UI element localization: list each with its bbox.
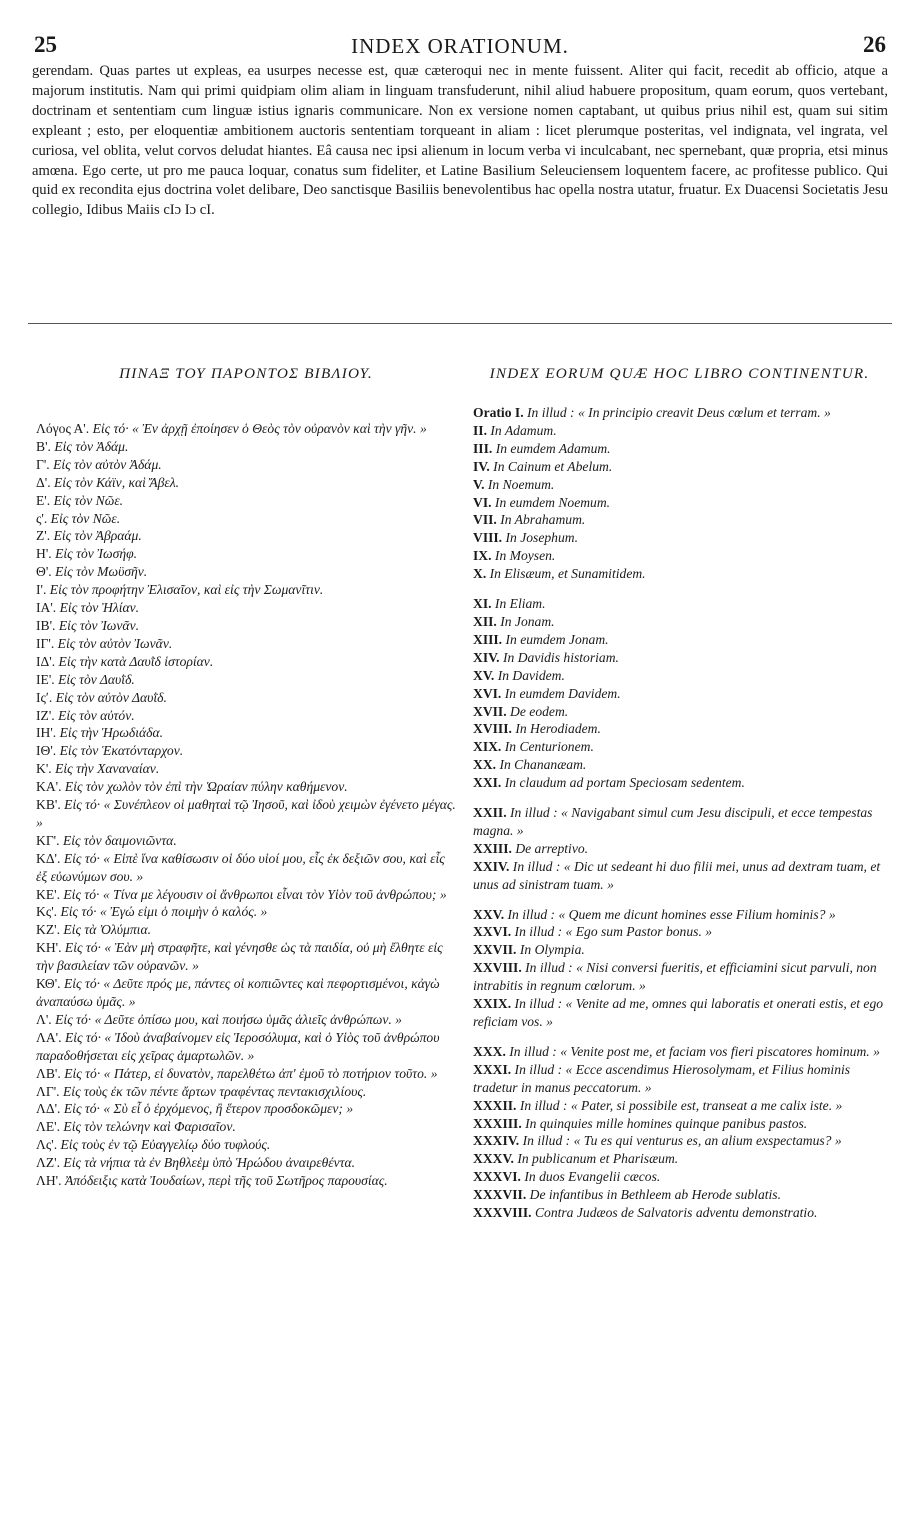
- entry-title: Εἰς τὸν προφήτην Ἐλισαῖον, καὶ εἰς τὴν Σωμανῖτιν.: [49, 582, 324, 598]
- entry-title: Εἰς τὸν Δαυῒδ.: [58, 671, 135, 687]
- preface-paragraph: [32, 62, 888, 221]
- index-entry: [36, 492, 456, 510]
- entry-title: In Olympia.: [519, 942, 585, 958]
- entry-title: In Jonam.: [500, 613, 555, 629]
- index-entry: [473, 685, 886, 703]
- index-entry: [36, 653, 456, 671]
- index-entry: [473, 923, 886, 941]
- entry-title: In illud : « Nisi conversi fueritis, et efficiamini sicut parvuli, non intrabitis in regnum cœlorum. »: [473, 960, 877, 994]
- entry-title: Εἰς τὴν κατὰ Δαυῒδ ἱστορίαν.: [58, 653, 214, 669]
- entry-title: Εἰς τὸν Ἠλίαν.: [59, 600, 140, 616]
- entry-number: ΚΒ'.: [36, 797, 61, 813]
- entry-title: Εἰς τὸν αὐτὸν Δαυῒδ.: [55, 689, 167, 705]
- entry-number: ΛΗ'.: [36, 1173, 62, 1189]
- index-entry: [473, 511, 886, 529]
- entry-number: XXXVIII.: [473, 1205, 532, 1221]
- entry-title: Εἰς τὸν Ἰωνᾶν.: [58, 617, 140, 633]
- index-entry: [36, 1029, 456, 1065]
- entry-number: Ιςʹ.: [36, 689, 53, 705]
- index-entry: [473, 941, 886, 959]
- page-header: [34, 32, 886, 60]
- entry-number: XXXIII.: [473, 1115, 522, 1131]
- index-entry: [473, 804, 886, 840]
- entry-number: XXIX.: [473, 996, 512, 1012]
- entry-title: Εἰς τὸν αὐτόν.: [58, 707, 135, 723]
- index-entry: [473, 840, 886, 858]
- index-entry: [36, 850, 456, 886]
- index-entry: [473, 631, 886, 649]
- latin-index-title: INDEX EORUM QUÆ HOC LIBRO CONTINENTUR.: [489, 365, 870, 382]
- entry-number: XXV.: [473, 906, 505, 922]
- entry-title: In Herodiadem.: [515, 721, 601, 737]
- entry-number: XV.: [473, 667, 495, 683]
- entry-title: Contra Judæos de Salvatoris adventu demonstratio.: [534, 1205, 818, 1221]
- entry-number: XXIII.: [473, 840, 512, 856]
- entry-number: Ε'.: [36, 492, 51, 508]
- entry-number: ΚΓ'.: [36, 832, 60, 848]
- entry-number: XIII.: [473, 631, 503, 647]
- entry-number: XXIV.: [473, 858, 510, 874]
- entry-title: Εἰς τὸν τελώνην καὶ Φαρισαῖον.: [63, 1119, 236, 1135]
- entry-number: XXXVII.: [473, 1187, 527, 1203]
- index-entry: [36, 939, 456, 975]
- entry-title: Εἰς τοὺς ἐκ τῶν πέντε ἄρτων τραφέντας πεντακισχιλίους.: [62, 1083, 367, 1099]
- index-entry: [36, 581, 456, 599]
- index-entry: [36, 975, 456, 1011]
- index-entry: [36, 1011, 456, 1029]
- entry-title: Εἰς τὸν Ἀβραάμ.: [53, 528, 142, 544]
- entry-number: ΙΔ'.: [36, 653, 56, 669]
- index-entry: [473, 422, 886, 440]
- entry-title: In illud : « In principio creavit Deus cœlum et terram. »: [527, 405, 831, 420]
- page-number-left: 25: [34, 32, 57, 57]
- index-entry: [473, 703, 886, 721]
- index-entry: [473, 649, 886, 667]
- entry-number: Ζ'.: [36, 528, 51, 544]
- entry-number: XXXV.: [473, 1151, 514, 1167]
- index-entry: [36, 599, 456, 617]
- entry-number: XX.: [473, 757, 497, 773]
- index-entry: [473, 1132, 886, 1150]
- index-entry: [36, 921, 456, 939]
- entry-title: In eumdem Jonam.: [505, 631, 609, 647]
- entry-title: Εἰς τὸν Κάϊν, καὶ Ἄβελ.: [54, 474, 180, 490]
- entry-number: X.: [473, 566, 487, 582]
- entry-title: Εἰς τό· « Δεῦτε ὀπίσω μου, καὶ ποιήσω ὑμᾶς ἁλιεῖς ἀνθρώπων. »: [55, 1011, 402, 1027]
- entry-title: De infantibus in Bethleem ab Herode sublatis.: [529, 1187, 781, 1203]
- index-entry: [473, 458, 886, 476]
- entry-number: Κς'.: [36, 904, 58, 920]
- index-entry: [473, 440, 886, 458]
- entry-number: ς'.: [36, 510, 48, 526]
- index-entry: [473, 1115, 886, 1133]
- entry-title: In Cainum et Abelum.: [493, 458, 613, 474]
- index-entry: [36, 903, 456, 921]
- index-entry: [473, 1150, 886, 1168]
- entry-title: In Abrahamum.: [500, 512, 586, 528]
- index-entry: [473, 547, 886, 565]
- greek-index-list: [36, 420, 456, 1190]
- running-title: INDEX ORATIONUM.: [351, 34, 569, 58]
- entry-number: ΛΒ'.: [36, 1065, 61, 1081]
- entry-title: In Davidis historiam.: [502, 649, 619, 665]
- entry-title: Εἰς τὰ νήπια τὰ ἐν Βηθλεὲμ ὑπὸ Ἡρώδου ἀναιρεθέντα.: [63, 1155, 356, 1171]
- entry-title: In illud : « Venite post me, et faciam vos fieri piscatores hominum. »: [509, 1043, 880, 1059]
- entry-number: XXVII.: [473, 942, 517, 958]
- entry-number: ΙΓ'.: [36, 635, 55, 651]
- entry-number: Ι'.: [36, 582, 47, 598]
- index-entry: [473, 858, 886, 894]
- index-entry: [473, 1043, 886, 1061]
- index-entry: [36, 456, 456, 474]
- entry-number: XVII.: [473, 703, 507, 719]
- entry-number: ΙΕ'.: [36, 671, 55, 687]
- index-entry: [36, 707, 456, 725]
- index-entry: [473, 959, 886, 995]
- index-entry: [473, 476, 886, 494]
- entry-number: Λόγος Α'.: [36, 421, 90, 436]
- entry-number: VII.: [473, 512, 497, 528]
- entry-number: XIV.: [473, 649, 500, 665]
- index-entry: [473, 720, 886, 738]
- entry-title: Εἰς τό· « Ἐν ἀρχῇ ἐποίησεν ὁ Θεὸς τὸν οὐρανὸν καὶ τὴν γῆν. »: [92, 421, 427, 436]
- entry-title: In eumdem Adamum.: [495, 440, 611, 456]
- entry-title: Ἀπόδειξις κατὰ Ἰουδαίων, περὶ τῆς τοῦ Σωτῆρος παρουσίας.: [64, 1173, 388, 1189]
- index-entry: [36, 545, 456, 563]
- entry-number: II.: [473, 422, 487, 438]
- index-entry: [36, 778, 456, 796]
- entry-title: Εἰς τὸν χωλὸν τὸν ἐπὶ τὴν Ὡραίαν πύλην καθήμενον.: [64, 779, 348, 795]
- index-entry: [473, 1168, 886, 1186]
- entry-title: Εἰς τὸν Μωϋσῆν.: [55, 564, 148, 580]
- entry-number: IV.: [473, 458, 490, 474]
- entry-title: In illud : « Venite ad me, omnes qui laboratis et onerati estis, et ego reficiam vos. »: [473, 996, 884, 1029]
- entry-title: Εἰς τὸν Ἀδάμ.: [54, 438, 129, 454]
- entry-title: Εἰς τὸν Ἑκατόνταρχον.: [59, 743, 184, 759]
- index-entry: [36, 617, 456, 635]
- index-entry: [36, 689, 456, 707]
- entry-title: Εἰς τό· « Ἐὰν μὴ στραφῆτε, καὶ γένησθε ὡς τὰ παιδία, οὐ μὴ ἔλθητε εἰς τὴν βασιλείαν τῶν οὐρανῶν. »: [36, 940, 443, 974]
- entry-title: In Moysen.: [494, 548, 556, 564]
- entry-number: ΛΕ'.: [36, 1119, 61, 1135]
- entry-title: In Noemum.: [487, 476, 555, 492]
- index-entry: [36, 1172, 456, 1190]
- entry-number: ΚΖ'.: [36, 922, 60, 938]
- entry-title: Εἰς τὸν Ἰωσήφ.: [55, 546, 137, 562]
- entry-title: In duos Evangelii cæcos.: [524, 1169, 661, 1185]
- index-entry: [36, 1100, 456, 1118]
- entry-title: Εἰς τό· « Εἰπὲ ἵνα καθίσωσιν οἱ δύο υἱοί μου, εἷς ἐκ δεξιῶν σου, καὶ εἷς ἐξ εὐωνύμων σου. »: [36, 850, 445, 884]
- entry-title: Εἰς τοὺς ἐν τῷ Εὐαγγελίῳ δύο τυφλούς.: [60, 1137, 271, 1153]
- entry-title: Εἰς τὴν Χαναναίαν.: [55, 761, 160, 777]
- entry-title: In illud : « Tu es qui venturus es, an alium exspectamus? »: [522, 1133, 842, 1149]
- entry-number: ΚΕ'.: [36, 886, 60, 902]
- entry-number: XXXIV.: [473, 1133, 520, 1149]
- entry-number: ΛΓ'.: [36, 1083, 60, 1099]
- entry-number: ΙΑ'.: [36, 600, 57, 616]
- entry-title: Εἰς τὰ Ὀλύμπια.: [63, 922, 151, 938]
- entry-number: III.: [473, 440, 493, 456]
- entry-title: In illud : « Ecce ascendimus Hierosolymam, et Filius hominis tradetur in manus peccatorum. »: [473, 1061, 851, 1095]
- entry-title: Εἰς τό· « Δεῦτε πρός με, πάντες οἱ κοπιῶντες καὶ πεφορτισμένοι, κἀγὼ ἀναπαύσω ὑμᾶς. »: [36, 976, 440, 1009]
- entry-number: Θ'.: [36, 564, 52, 580]
- index-entry: [473, 756, 886, 774]
- entry-number: XXI.: [473, 775, 502, 791]
- index-entry: [36, 1154, 456, 1172]
- index-entry: [473, 494, 886, 512]
- index-entry: [36, 1083, 456, 1101]
- entry-number: XXXI.: [473, 1061, 512, 1077]
- entry-title: Εἰς τό· « Συνέπλεον οἱ μαθηταὶ τῷ Ἰησοῦ, καὶ ἰδοὺ χειμὼν ἐγένετο μέγας. »: [36, 797, 456, 830]
- entry-number: Β'.: [36, 438, 51, 454]
- entry-title: In quinquies mille homines quinque panibus pastos.: [525, 1115, 808, 1131]
- entry-title: In illud : « Dic ut sedeant hi duo filii mei, unus ad dextram tuam, et unus ad sinistram tuam. »: [473, 858, 881, 892]
- entry-title: Εἰς τό· « Τίνα με λέγουσιν οἱ ἄνθρωποι εἶναι τὸν Υἱὸν τοῦ ἀνθρώπου; »: [63, 886, 447, 902]
- entry-title: In Josephum.: [505, 530, 578, 546]
- latin-index-list: [473, 404, 886, 1222]
- entry-number: ΙΘ'.: [36, 743, 57, 759]
- index-entry: [36, 438, 456, 456]
- entry-title: In Eliam.: [494, 596, 546, 612]
- entry-number: ΙΗ'.: [36, 725, 57, 741]
- index-entry: [36, 1136, 456, 1154]
- index-entry: [36, 1065, 456, 1083]
- section-divider: [28, 323, 892, 324]
- entry-title: In Chananæam.: [499, 757, 587, 773]
- entry-number: ΛΑ'.: [36, 1029, 62, 1045]
- index-entry: [473, 613, 886, 631]
- entry-number: Δ'.: [36, 474, 51, 490]
- entry-number: XXII.: [473, 805, 507, 821]
- entry-number: Κ'.: [36, 761, 52, 777]
- entry-title: Εἰς τὸν Νῶε.: [50, 510, 121, 526]
- entry-title: In claudum ad portam Speciosam sedentem.: [504, 775, 745, 791]
- entry-number: ΚΑ'.: [36, 779, 62, 795]
- entry-number: ΙΖ'.: [36, 707, 55, 723]
- index-entry: [473, 1061, 886, 1097]
- entry-title: In illud : « Pater, si possibile est, transeat a me calix iste. »: [519, 1097, 843, 1113]
- index-entry: [473, 1097, 886, 1115]
- entry-number: VI.: [473, 494, 492, 510]
- index-entry: [36, 474, 456, 492]
- index-entry: [36, 420, 456, 438]
- entry-title: In publicanum et Pharisæum.: [517, 1151, 679, 1167]
- entry-number: ΚΘ'.: [36, 976, 61, 992]
- index-entry: [36, 1118, 456, 1136]
- entry-number: Γ'.: [36, 456, 50, 472]
- entry-title: In Centurionem.: [504, 739, 594, 755]
- entry-title: In illud : « Navigabant simul cum Jesu discipuli, et ecce tempestas magna. »: [473, 805, 873, 838]
- index-entry: [36, 760, 456, 778]
- entry-number: Λ'.: [36, 1011, 52, 1027]
- latin-index-column: [473, 366, 886, 1222]
- entry-number: XXXII.: [473, 1097, 517, 1113]
- index-entry: [473, 738, 886, 756]
- index-entry: [473, 404, 886, 422]
- index-entry: [473, 529, 886, 547]
- entry-number: XXVIII.: [473, 960, 522, 976]
- greek-index-title: ΠΙΝΑΞ ΤΟΥ ΠΑΡΟΝΤΟΣ ΒΙΒΛΙΟΥ.: [119, 365, 373, 382]
- entry-title: Εἰς τὸν αὐτὸν Ἰωνᾶν.: [57, 635, 173, 651]
- entry-number: XIX.: [473, 739, 502, 755]
- entry-title: In Adamum.: [490, 422, 557, 438]
- index-entry: [473, 774, 886, 792]
- index-entry: [36, 832, 456, 850]
- entry-number: XVIII.: [473, 721, 512, 737]
- index-entry: [473, 906, 886, 924]
- entry-title: Εἰς τὴν Ἡρωδιάδα.: [59, 725, 163, 741]
- index-entry: [36, 671, 456, 689]
- entry-number: XXXVI.: [473, 1169, 521, 1185]
- entry-number: Η'.: [36, 546, 52, 562]
- entry-title: In Elisæum, et Sunamitidem.: [489, 566, 646, 582]
- entry-number: XXVI.: [473, 924, 512, 940]
- entry-title: In Davidem.: [497, 667, 565, 683]
- entry-number: XI.: [473, 596, 492, 612]
- entry-title: In eumdem Noemum.: [494, 494, 611, 510]
- index-entry: [473, 667, 886, 685]
- index-entry: [36, 796, 456, 832]
- index-entry: [36, 742, 456, 760]
- entry-number: XII.: [473, 613, 497, 629]
- entry-number: IX.: [473, 548, 492, 564]
- entry-number: Oratio I.: [473, 405, 524, 420]
- index-entry: [473, 595, 886, 613]
- entry-number: ΛΖ'.: [36, 1155, 61, 1171]
- entry-title: Εἰς τὸν αὐτὸν Ἀδάμ.: [53, 456, 162, 472]
- index-entry: [36, 886, 456, 904]
- entry-title: Εἰς τό· « Σὺ εἶ ὁ ἐρχόμενος, ἢ ἕτερον προσδοκῶμεν; »: [63, 1101, 354, 1117]
- index-entry: [473, 1186, 886, 1204]
- entry-title: Εἰς τὸν δαιμονιῶντα.: [62, 832, 177, 848]
- entry-title: Εἰς τό· « Πάτερ, εἰ δυνατὸν, παρελθέτω ἀπ' ἐμοῦ τὸ ποτήριον τοῦτο. »: [64, 1065, 438, 1081]
- entry-number: ΚΗ'.: [36, 940, 62, 956]
- preface-text: gerendam. Quas partes ut expleas, ea usurpes necesse est, quæ cæteroqui nec in mente fuissent. Aliter qui facit, recedit ab officio, atque a majorum institutis. Nam qui primi quidpiam olim aliam in linguam transfuderunt, nihil aliud habuere propositum, quam eorum, quos vertebant, doctrinam et sententiam cum linguæ istius ignaris communicare. Non ex versione nomen captabant, ut quibus prius nihil est, quam sui sitim expleant ; esto, per eloquentiæ ambitionem auctoris sententiam torqueant in aliam : licet plerumque posteritas, vel indignata, vel ingrata, vel curiosa, vel oblita, velut corvos deludat hiantes. Eâ causa nec ipsi alienum in locum verba vi inculcabant, nec spernebant, quæ propria, etsi minus amœna. Ego certe, ut pro me pauca loquar, conatus sum fideliter, et Latine Basilium Seleuciensem loquentem facere, ac profitesse publico. Qui quid ex recondita ejus doctrina volet delibare, Deo sanctisque Basiliis benevolentibus hac opella nostra utatur, fruatur. Ex Duacensi Societatis Jesu collegio, Idibus Maiis cIɔ Iɔ cI.: [32, 63, 888, 219]
- entry-title: In eumdem Davidem.: [504, 685, 621, 701]
- entry-title: De arreptivo.: [515, 840, 589, 856]
- page-number-right: 26: [863, 32, 886, 57]
- entry-number: VIII.: [473, 530, 503, 546]
- index-entry: [473, 995, 886, 1031]
- entry-title: Εἰς τὸν Νῶε.: [53, 492, 124, 508]
- entry-title: Εἰς τό· « Ἐγώ εἰμι ὁ ποιμὴν ὁ καλός. »: [60, 904, 268, 920]
- index-entry: [36, 563, 456, 581]
- entry-number: V.: [473, 476, 485, 492]
- index-entry: [36, 724, 456, 742]
- index-entry: [36, 527, 456, 545]
- index-entry: [473, 565, 886, 583]
- entry-title: In illud : « Ego sum Pastor bonus. »: [514, 924, 713, 940]
- entry-title: In illud : « Quem me dicunt homines esse Filium hominis? »: [507, 906, 836, 922]
- entry-number: XXX.: [473, 1043, 506, 1059]
- entry-number: ΙΒ'.: [36, 617, 56, 633]
- greek-index-column: [36, 366, 456, 1190]
- entry-number: Λς'.: [36, 1137, 58, 1153]
- index-entry: [473, 1204, 886, 1222]
- entry-number: ΚΔ'.: [36, 850, 61, 866]
- entry-title: Εἰς τό· « Ἰδοὺ ἀναβαίνομεν εἰς Ἱεροσόλυμα, καὶ ὁ Υἱὸς τοῦ ἀνθρώπου παραδοθήσεται εἰς χεῖρας ἁμαρτωλῶν. »: [36, 1029, 440, 1063]
- entry-number: XVI.: [473, 685, 502, 701]
- index-entry: [36, 510, 456, 528]
- entry-title: De eodem.: [510, 703, 569, 719]
- entry-number: ΛΔ'.: [36, 1101, 61, 1117]
- index-entry: [36, 635, 456, 653]
